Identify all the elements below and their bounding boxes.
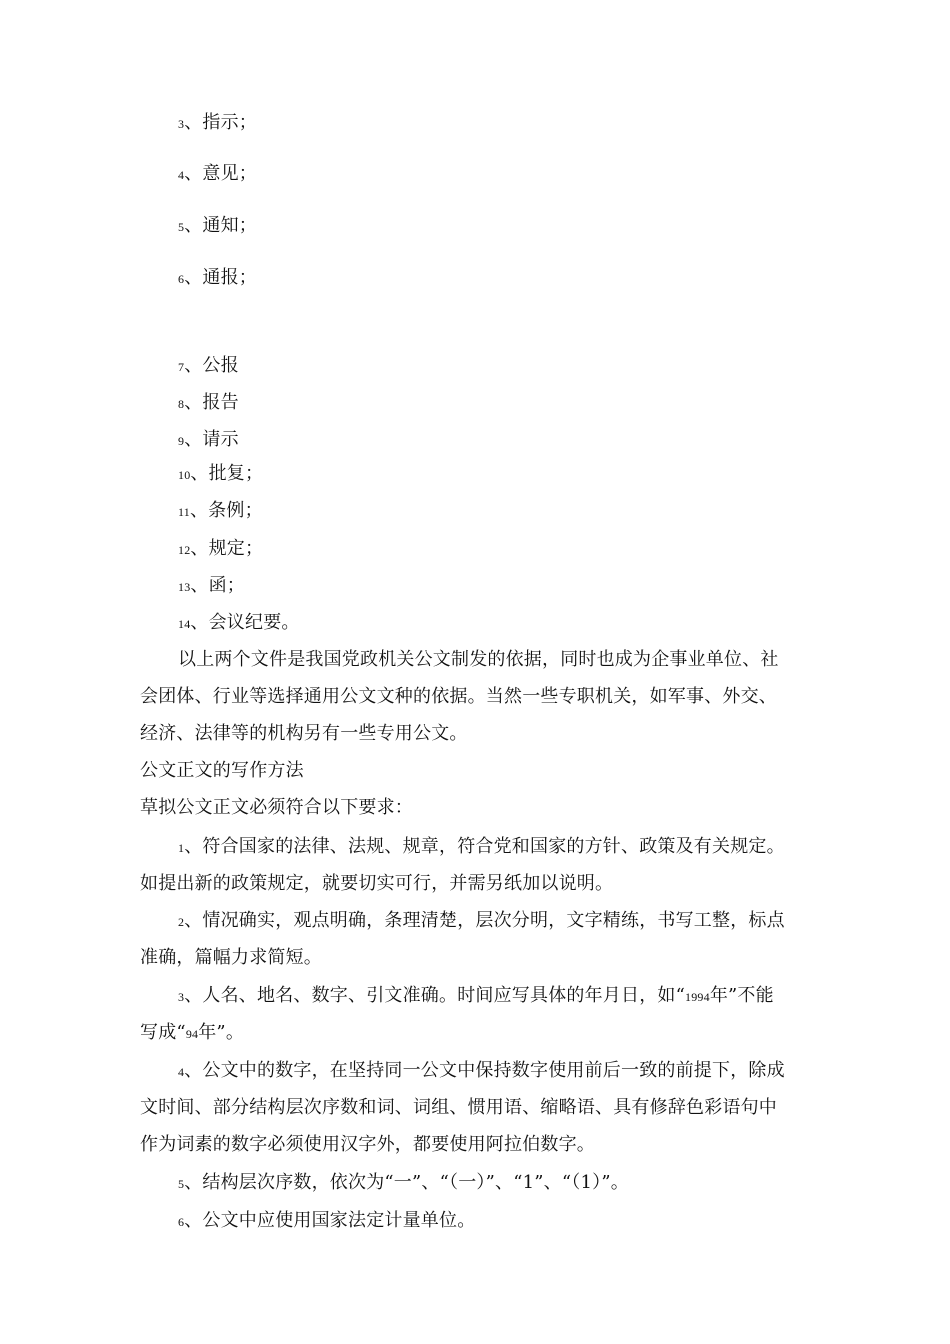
list-item: [178, 391, 239, 416]
list-item-number: 7: [178, 360, 185, 374]
requirement-number: 4: [178, 1065, 185, 1079]
list-item-separator: 、: [184, 267, 203, 288]
requirement-text: 、人名、地名、数字、引文准确。时间应写具体的年月日，如“: [184, 985, 686, 1006]
list-item-number: 6: [178, 272, 185, 286]
list-item-number: 12: [178, 543, 191, 557]
requirement-number: 6: [178, 1215, 185, 1229]
intro-paragraph-line: 以上两个文件是我国党政机关公文制发的依据，同时也成为企事业单位、社: [178, 649, 779, 670]
list-item-text: 条例；: [208, 500, 263, 521]
list-item: [178, 162, 257, 187]
section-title: 公文正文的写作方法: [140, 760, 304, 781]
requirement-text: 、公文中应使用国家法定计量单位。: [184, 1210, 476, 1231]
list-item-separator: 、: [190, 612, 209, 633]
list-item-text: 规定；: [208, 538, 264, 559]
requirement-text: 、结构层次序数，依次为“一”、“（一）”、“1”、“（1）”。: [184, 1172, 629, 1193]
requirement-line: [178, 835, 785, 860]
intro-paragraph-line: 经济、法律等的机构另有一些专用公文。: [140, 723, 468, 744]
list-item: [178, 499, 263, 524]
list-item-number: 4: [178, 168, 185, 182]
list-item-text: 会议纪要。: [208, 612, 300, 633]
list-item-number: 13: [178, 580, 191, 594]
requirement-text: 、符合国家的法律、法规、规章，符合党和国家的方针、政策及有关规定。: [184, 836, 785, 857]
requirement-line: [178, 984, 774, 1009]
list-item-text: 指示；: [202, 112, 258, 133]
list-item: [178, 537, 263, 562]
list-item-text: 意见；: [202, 163, 258, 184]
list-item-separator: 、: [190, 538, 209, 559]
requirements-intro: 草拟公文正文必须符合以下要求：: [140, 797, 413, 818]
list-item-number: 14: [178, 617, 191, 631]
list-item-separator: 、: [184, 355, 203, 376]
list-item-separator: 、: [190, 463, 209, 484]
requirement-number: 3: [178, 990, 185, 1004]
year-number: 94: [185, 1027, 199, 1041]
list-item: [178, 462, 263, 487]
requirement-text: 年”不能: [709, 985, 774, 1006]
requirement-number: 2: [178, 915, 185, 929]
requirement-line: [178, 1059, 785, 1084]
list-item-text: 通知；: [202, 215, 258, 236]
requirement-text: 、情况确实，观点明确，条理清楚，层次分明，文字精练，书写工整，标点: [184, 910, 785, 931]
requirement-line: 准确，篇幅力求简短。: [140, 947, 322, 968]
list-item-text: 批复；: [208, 463, 264, 484]
list-item: [178, 214, 257, 239]
requirement-line: [178, 1171, 629, 1196]
requirement-line: 文时间、部分结构层次序数和词、词组、惯用语、缩略语、具有修辞色彩语句中: [140, 1097, 777, 1118]
list-item-separator: 、: [184, 392, 203, 413]
list-item-separator: 、: [184, 163, 203, 184]
list-item-separator: 、: [184, 429, 203, 450]
list-item-number: 3: [178, 117, 185, 131]
list-item-number: 9: [178, 434, 185, 448]
requirement-text: 写成“: [140, 1022, 186, 1043]
list-item: [178, 428, 239, 453]
year-number: 1994: [685, 990, 710, 1004]
list-item-separator: 、: [190, 575, 209, 596]
list-item: [178, 611, 300, 636]
list-item-number: 11: [178, 505, 190, 519]
list-item-separator: 、: [184, 215, 203, 236]
list-item-separator: 、: [184, 112, 203, 133]
list-item-number: 10: [178, 468, 191, 482]
list-item-number: 8: [178, 397, 185, 411]
list-item-text: 通报；: [202, 267, 258, 288]
list-item-text: 函；: [208, 575, 246, 596]
intro-paragraph-line: 会团体、行业等选择通用公文文种的依据。当然一些专职机关，如军事、外交、: [140, 686, 777, 707]
requirement-number: 1: [178, 841, 185, 855]
list-item: [178, 574, 245, 599]
list-item-separator: 、: [189, 500, 209, 521]
requirement-text: 、公文中的数字，在坚持同一公文中保持数字使用前后一致的前提下，除成: [184, 1060, 785, 1081]
list-item-number: 5: [178, 220, 185, 234]
requirement-line: 作为词素的数字必须使用汉字外，都要使用阿拉伯数字。: [140, 1134, 595, 1155]
list-item: [178, 111, 257, 136]
requirement-line: [140, 1021, 244, 1046]
list-item: [178, 266, 257, 291]
requirement-number: 5: [178, 1177, 185, 1191]
list-item-text: 报告: [202, 392, 239, 413]
requirement-line: [178, 1209, 475, 1234]
requirement-line: 如提出新的政策规定，就要切实可行，并需另纸加以说明。: [140, 873, 614, 894]
requirement-line: [178, 909, 785, 934]
list-item-text: 请示: [202, 429, 239, 450]
list-item: [178, 354, 239, 379]
list-item-text: 公报: [202, 355, 239, 376]
requirement-text: 年”。: [198, 1022, 245, 1043]
